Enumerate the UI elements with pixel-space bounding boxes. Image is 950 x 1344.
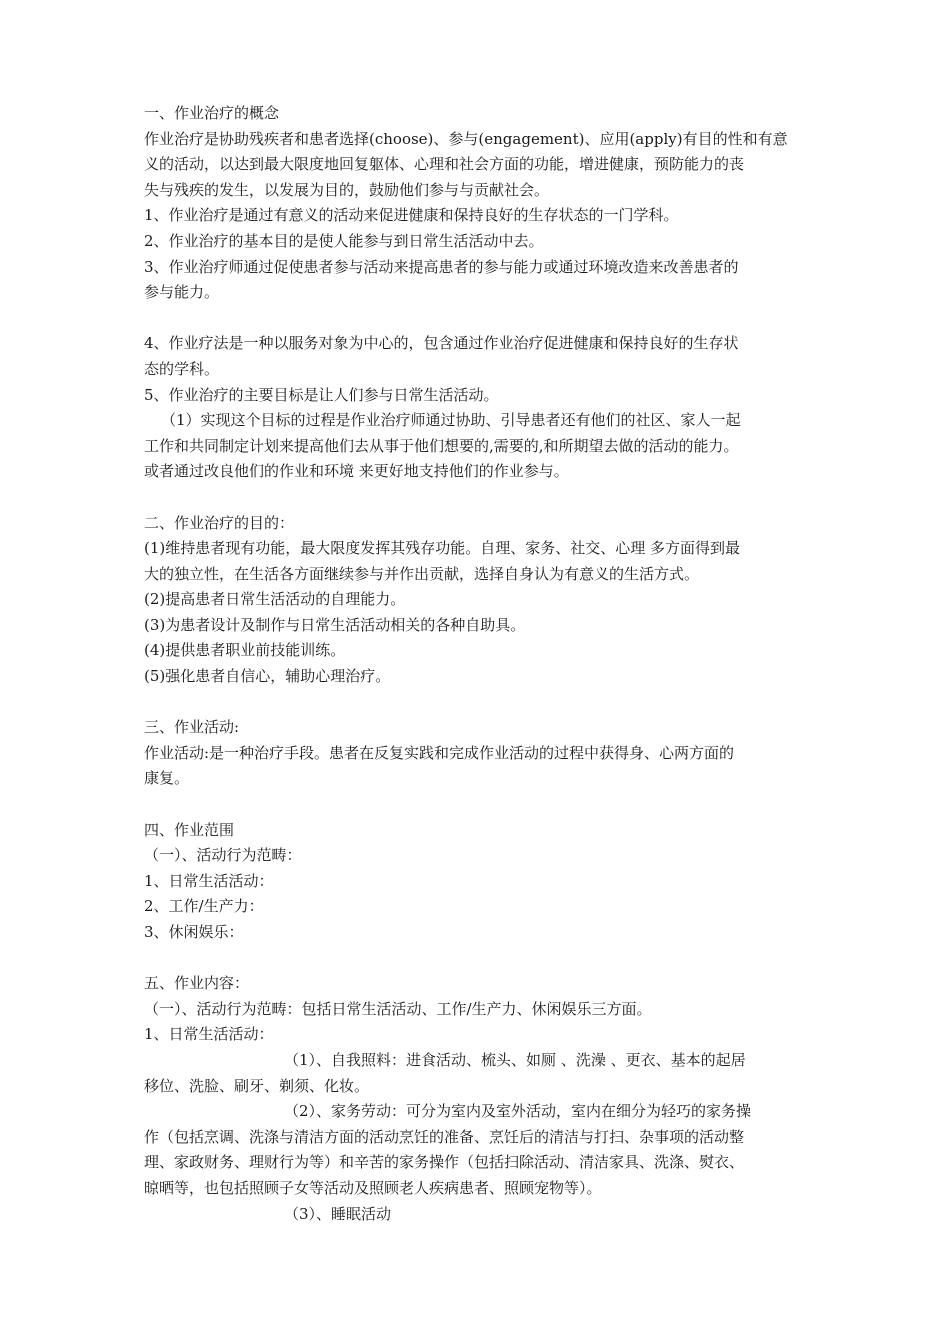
list-item: 态的学科。 <box>144 359 220 378</box>
section-heading-4: 四、作业范围 <box>144 820 235 839</box>
list-item: (5)强化患者自信心，辅助心理治疗。 <box>144 667 391 686</box>
list-item: (4)提供患者职业前技能训练。 <box>144 641 346 660</box>
sub-heading: （一）、活动行为范畴： <box>144 846 302 865</box>
sub-list-item: （3）、睡眠活动 <box>284 1204 392 1223</box>
sub-heading: （一）、活动行为范畴：包括日常生活活动、工作/生产力、休闲娱乐三方面。 <box>144 999 652 1018</box>
blank-line <box>144 946 812 972</box>
list-item: (2)提高患者日常生活活动的自理能力。 <box>144 590 406 609</box>
section-heading-1: 一、作业治疗的概念 <box>144 104 280 122</box>
list-item: 4、作业疗法是一种以服务对象为中心的，包含通过作业治疗促进健康和保持良好的生存状 <box>144 334 739 353</box>
paragraph-line: 晾晒等，也包括照顾子女等活动及照顾老人疾病患者、照顾宠物等）。 <box>144 1178 602 1197</box>
blank-line <box>144 690 812 716</box>
paragraph-line: 康复。 <box>144 769 190 788</box>
paragraph-line: 作（包括烹调、洗涤与清洁方面的活动烹饪的准备、烹饪后的清洁与打扫、杂事项的活动整 <box>144 1127 745 1146</box>
blank-line <box>144 792 812 818</box>
section-heading-5: 五、作业内容： <box>144 974 250 993</box>
blank-line <box>144 485 812 511</box>
blank-line <box>144 306 812 332</box>
sub-list-item: （2）、家务劳动：可分为室内及室外活动，室内在细分为轻巧的家务操 <box>284 1102 752 1121</box>
list-item: 1、作业治疗是通过有意义的活动来促进健康和保持良好的生存状态的一门学科。 <box>144 206 679 225</box>
sub-list-item: （1）、自我照料：进食活动、梳头、如厕 、洗澡 、更衣、基本的起居 <box>284 1050 746 1069</box>
list-item: 2、工作/生产力： <box>144 897 264 916</box>
sub-list-item: （1）实现这个目标的过程是作业治疗师通过协助、引导患者还有他们的社区、家人一起 <box>161 411 741 430</box>
list-item: 3、作业治疗师通过促使患者参与活动来提高患者的参与能力或通过环境改造来改善患者的 <box>144 257 739 276</box>
list-item: 1、日常生活活动： <box>144 1025 274 1044</box>
paragraph-line: 大的独立性，在生活各方面继续参与并作出贡献，选择自身认为有意义的生活方式。 <box>144 564 700 583</box>
paragraph-line: 失与残疾的发生，以发展为目的，鼓励他们参与与贡献社会。 <box>144 180 550 199</box>
paragraph-line: 工作和共同制定计划来提高他们去从事于他们想要的,需要的,和所期望去做的活动的能力。 <box>144 436 739 455</box>
list-item: 1、日常生活活动： <box>144 871 274 890</box>
paragraph-line: 作业治疗是协助残疾者和患者选择(choose)、参与(engagement)、应用(apply)有目的性和有意 <box>144 129 788 148</box>
section-heading-2: 二、作业治疗的目的： <box>144 513 295 532</box>
section-heading-3: 三、作业活动: <box>144 718 240 737</box>
list-item: 5、作业治疗的主要目标是让人们参与日常生活活动。 <box>144 385 499 404</box>
list-item: 2、作业治疗的基本目的是使人能参与到日常生活活动中去。 <box>144 231 544 250</box>
list-item: 参与能力。 <box>144 283 220 302</box>
paragraph-line: 作业活动:是一种治疗手段。患者在反复实践和完成作业活动的过程中获得身、心两方面的 <box>144 743 735 762</box>
paragraph-line: 移位、洗脸、刷牙、剃须、化妆。 <box>144 1076 370 1095</box>
list-item: 3、休闲娱乐： <box>144 923 244 941</box>
list-item: (3)为患者设计及制作与日常生活活动相关的各种自助具。 <box>144 615 526 634</box>
paragraph-line: 义的活动，以达到最大限度地回复躯体、心理和社会方面的功能，增进健康，预防能力的丧 <box>144 155 745 174</box>
paragraph-line: 理、家政财务、理财行为等）和辛苦的家务操作（包括扫除活动、清洁家具、洗涤、熨衣、 <box>144 1153 745 1172</box>
paragraph-line: 或者通过改良他们的作业和环境 来更好地支持他们的作业参与。 <box>144 462 569 481</box>
list-item: (1)维持患者现有功能，最大限度发挥其残存功能。自理、家务、社交、心理 多方面得到最 <box>144 539 741 558</box>
document-body <box>144 101 812 1227</box>
